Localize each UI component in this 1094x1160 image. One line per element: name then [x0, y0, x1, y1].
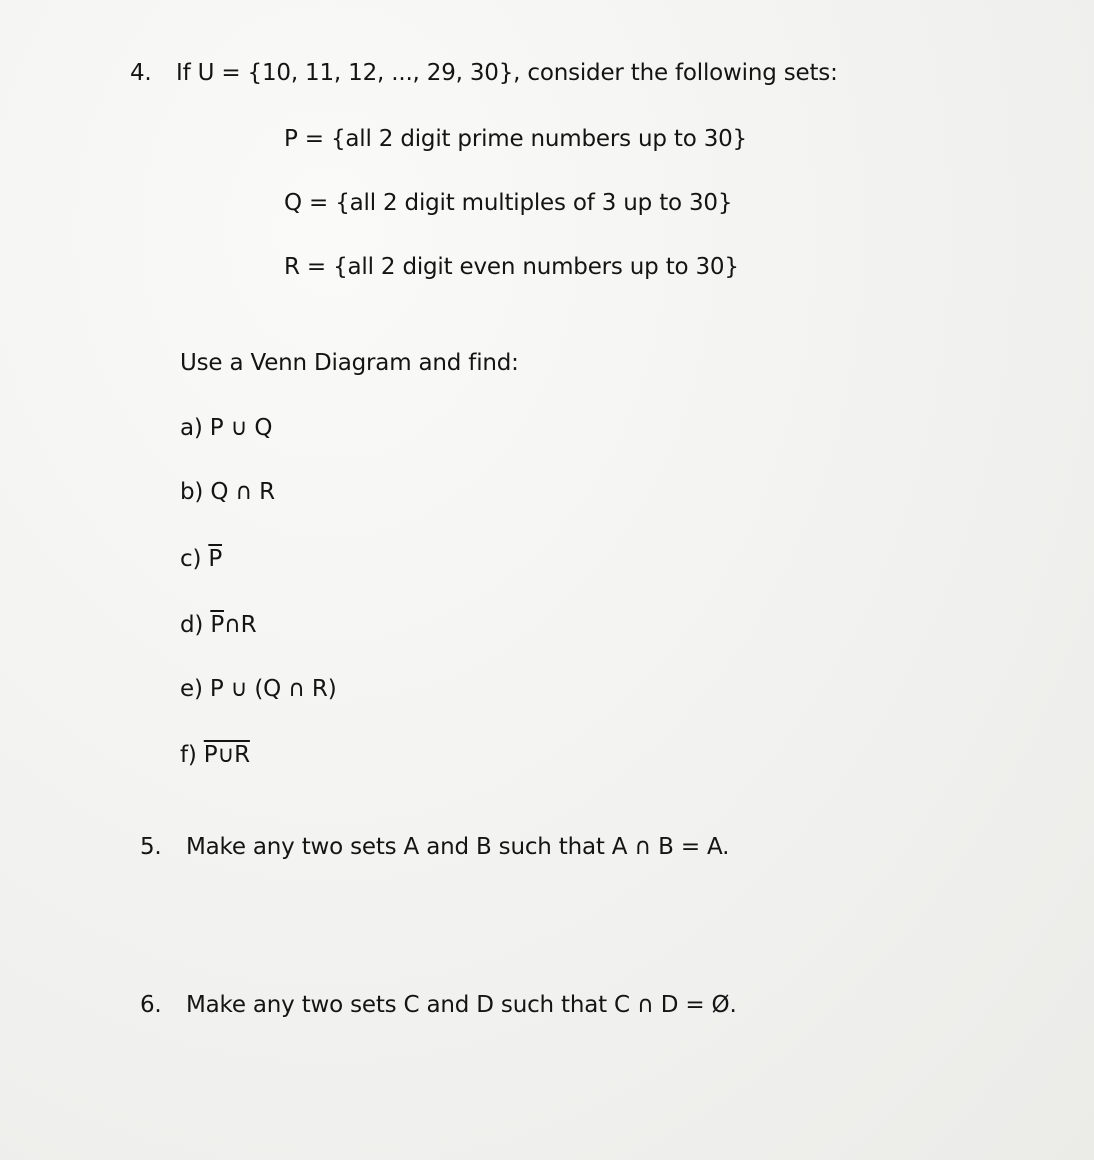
part-d	[180, 610, 256, 640]
part-f-complement: P∪R	[203, 742, 250, 768]
question-6	[140, 990, 737, 1020]
part-c	[180, 544, 222, 574]
question-5	[140, 832, 729, 862]
q4-instruction: Use a Venn Diagram and find:	[180, 350, 519, 376]
part-a-label: a)	[180, 415, 203, 441]
part-f-label: f)	[180, 742, 197, 768]
part-a	[180, 413, 272, 443]
set-q-definition: Q = {all 2 digit multiples of 3 up to 30}	[284, 190, 733, 216]
q4-number: 4.	[130, 60, 152, 86]
part-e	[180, 674, 336, 704]
part-d-label: d)	[180, 612, 204, 638]
part-d-expression: ∩R	[223, 612, 257, 638]
set-r-definition: R = {all 2 digit even numbers up to 30}	[284, 254, 739, 280]
set-p-definition: P = {all 2 digit prime numbers up to 30}	[284, 126, 747, 152]
part-c-complement: $\overline{P}$	[208, 546, 223, 572]
q4-intro-line	[130, 58, 838, 88]
part-d-complement: $\overline{P}$	[210, 612, 224, 638]
part-c-label: c)	[180, 546, 202, 572]
q5-number: 5.	[140, 834, 162, 860]
part-b-expression: Q ∩ R	[210, 479, 275, 505]
part-f	[180, 740, 250, 770]
part-b	[180, 477, 275, 507]
part-e-label: e)	[180, 676, 203, 702]
part-e-expression: P ∪ (Q ∩ R)	[209, 676, 337, 702]
q4-intro: If U = {10, 11, 12, ..., 29, 30}, consider the following sets:	[176, 60, 838, 86]
q5-text: Make any two sets A and B such that A ∩ B = A.	[186, 834, 730, 860]
part-a-expression: P ∪ Q	[209, 415, 273, 441]
part-b-label: b)	[180, 479, 204, 505]
q6-text: Make any two sets C and D such that C ∩ D = Ø.	[186, 992, 737, 1018]
q6-number: 6.	[140, 992, 162, 1018]
